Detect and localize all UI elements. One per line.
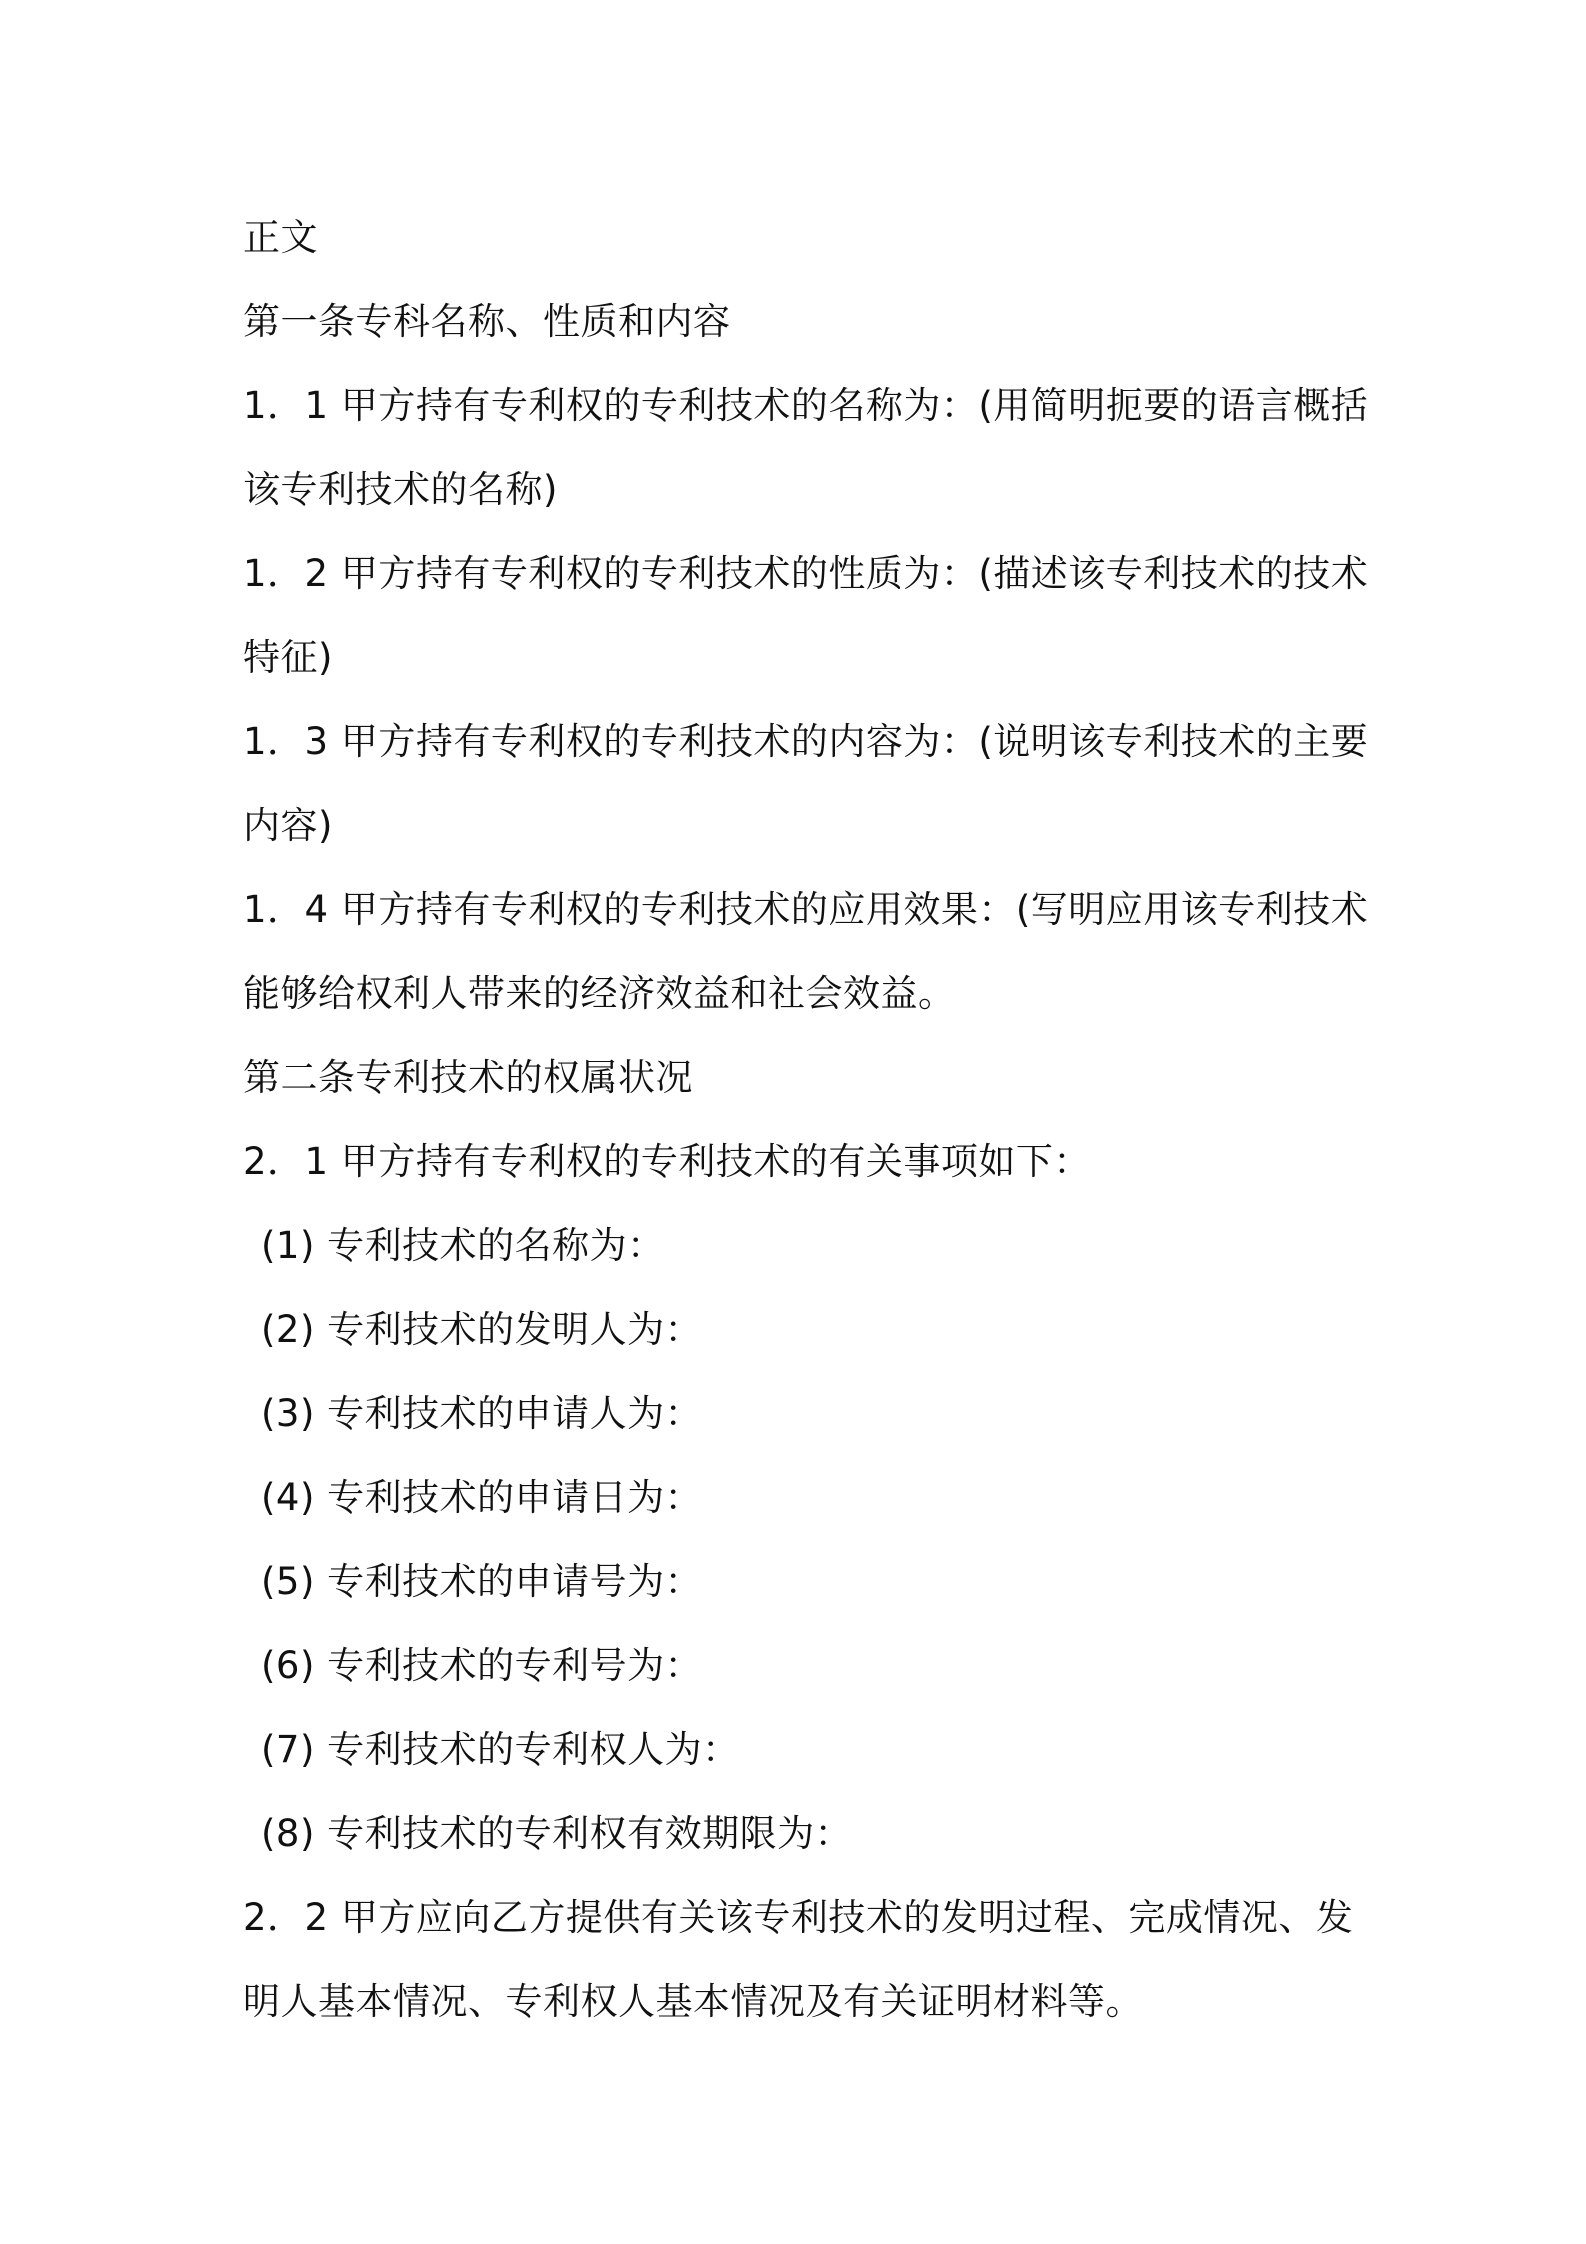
clause-1-1-line-2: 该专利技术的名称) bbox=[243, 468, 558, 511]
clause-1-2-line-1: 1．2 甲方持有专利权的专利技术的性质为：(描述该专利技术的技术 bbox=[243, 552, 1369, 595]
clause-2-1: 2．1 甲方持有专利权的专利技术的有关事项如下： bbox=[243, 1140, 1091, 1183]
clause-2-2-line-2: 明人基本情况、专利权人基本情况及有关证明材料等。 bbox=[243, 1980, 1143, 2023]
clause-2-2-line-1: 2．2 甲方应向乙方提供有关该专利技术的发明过程、完成情况、发 bbox=[243, 1896, 1354, 1939]
clause-1-2-line-2: 特征) bbox=[243, 636, 333, 679]
list-item-8: (8) 专利技术的专利权有效期限为： bbox=[261, 1812, 853, 1855]
list-item-4: (4) 专利技术的申请日为： bbox=[261, 1476, 703, 1519]
clause-1-4-line-1: 1．4 甲方持有专利权的专利技术的应用效果：(写明应用该专利技术 bbox=[243, 888, 1369, 931]
article-2-heading: 第二条专利技术的权属状况 bbox=[243, 1056, 693, 1099]
section-heading-main: 正文 bbox=[243, 216, 318, 259]
list-item-3: (3) 专利技术的申请人为： bbox=[261, 1392, 703, 1435]
clause-1-1-line-1: 1．1 甲方持有专利权的专利技术的名称为：(用简明扼要的语言概括 bbox=[243, 384, 1369, 427]
clause-1-3-line-2: 内容) bbox=[243, 804, 333, 847]
list-item-2: (2) 专利技术的发明人为： bbox=[261, 1308, 703, 1351]
list-item-1: (1) 专利技术的名称为： bbox=[261, 1224, 665, 1267]
clause-1-4-line-2: 能够给权利人带来的经济效益和社会效益。 bbox=[243, 972, 956, 1015]
list-item-6: (6) 专利技术的专利号为： bbox=[261, 1644, 703, 1687]
article-1-heading: 第一条专科名称、性质和内容 bbox=[243, 300, 731, 343]
list-item-7: (7) 专利技术的专利权人为： bbox=[261, 1728, 740, 1771]
clause-1-3-line-1: 1．3 甲方持有专利权的专利技术的内容为：(说明该专利技术的主要 bbox=[243, 720, 1369, 763]
list-item-5: (5) 专利技术的申请号为： bbox=[261, 1560, 703, 1603]
document-body bbox=[243, 196, 1369, 2044]
